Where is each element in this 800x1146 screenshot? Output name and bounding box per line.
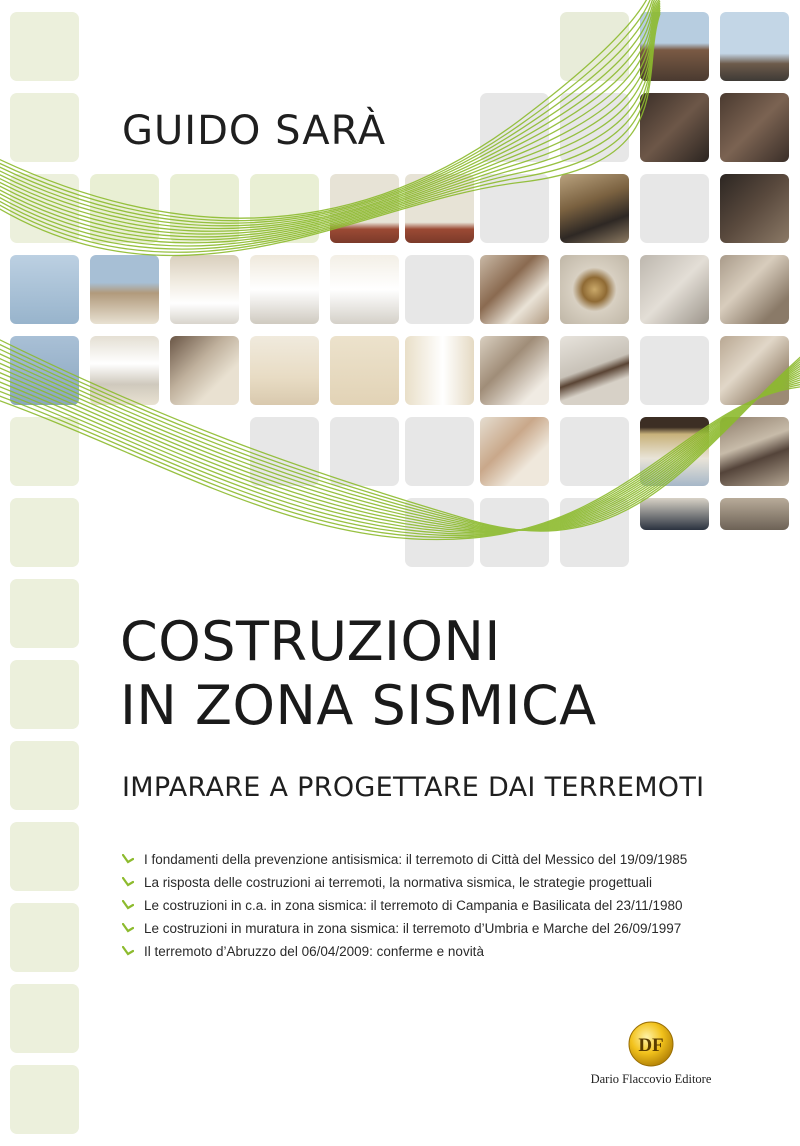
- photo-tile: [720, 255, 789, 324]
- photo-tile: [720, 93, 789, 162]
- left-tile: [10, 903, 79, 972]
- left-tile: [10, 93, 79, 162]
- left-tile: [10, 822, 79, 891]
- photo-tile: [640, 417, 709, 486]
- grey-tile: [560, 12, 629, 81]
- photo-tile: [560, 255, 629, 324]
- photo-tile: [480, 336, 549, 405]
- left-tile: [10, 741, 79, 810]
- photo-tile: [720, 336, 789, 405]
- title-line-2: IN ZONA SISMICA: [120, 674, 597, 737]
- photo-tile: [330, 174, 399, 243]
- title-line-1: COSTRUZIONI: [120, 610, 501, 673]
- photo-tile: [330, 255, 399, 324]
- grey-tile: [640, 174, 709, 243]
- grey-tile: [480, 93, 549, 162]
- green-arrow-bullet-icon: [122, 877, 134, 887]
- list-item: La risposta delle costruzioni ai terremoti, la normativa sismica, le strategie progettuali: [122, 871, 762, 894]
- left-tile: [10, 660, 79, 729]
- list-item: Le costruzioni in c.a. in zona sismica: il terremoto di Campania e Basilicata del 23/11/1980: [122, 894, 762, 917]
- photo-tile: [405, 336, 474, 405]
- left-tile: [10, 12, 79, 81]
- photo-tile: [250, 255, 319, 324]
- green-arrow-bullet-icon: [122, 946, 134, 956]
- photo-tile: [640, 93, 709, 162]
- grey-tile: [480, 498, 549, 567]
- grey-tile: [640, 336, 709, 405]
- photo-tile: [720, 12, 789, 81]
- publisher-name: Dario Flaccovio Editore: [590, 1072, 712, 1086]
- left-tile: [10, 579, 79, 648]
- photo-tile: [330, 336, 399, 405]
- left-tile: [10, 498, 79, 567]
- photo-tile: [170, 255, 239, 324]
- grey-tile: [250, 417, 319, 486]
- list-item: I fondamenti della prevenzione antisismica: il terremoto di Città del Messico del 19/09/1985: [122, 848, 762, 871]
- photo-tile: [480, 255, 549, 324]
- photo-tile: [250, 336, 319, 405]
- photo-tile: [560, 336, 629, 405]
- grey-tile: [560, 93, 629, 162]
- grey-tile: [480, 174, 549, 243]
- grey-tile: [330, 417, 399, 486]
- photo-tile: [720, 417, 789, 486]
- grey-tile: [560, 498, 629, 567]
- book-subtitle: IMPARARE A PROGETTARE DAI TERREMOTI: [122, 772, 705, 803]
- green-arrow-bullet-icon: [122, 900, 134, 910]
- grey-tile: [405, 498, 474, 567]
- photo-tile: [640, 498, 709, 530]
- photo-tile: [720, 498, 789, 530]
- photo-tile: [720, 174, 789, 243]
- left-tile: [10, 417, 79, 486]
- logo-letters: DF: [638, 1035, 664, 1056]
- left-tile: [10, 174, 79, 243]
- photo-tile: [405, 174, 474, 243]
- green-tile: [90, 174, 159, 243]
- green-arrow-bullet-icon: [122, 923, 134, 933]
- photo-tile: [170, 336, 239, 405]
- left-tile: [10, 1065, 79, 1134]
- publisher-block: [584, 1020, 754, 1090]
- grey-tile: [560, 417, 629, 486]
- publisher-logo-icon: [627, 1020, 675, 1068]
- author-name: GUIDO SARÀ: [122, 108, 387, 154]
- left-tile: [10, 984, 79, 1053]
- grey-tile: [405, 255, 474, 324]
- book-title: [120, 610, 597, 738]
- photo-tile: [10, 336, 79, 405]
- photo-tile: [480, 417, 549, 486]
- green-tile: [250, 174, 319, 243]
- photo-tile: [90, 255, 159, 324]
- photo-tile: [90, 336, 159, 405]
- photo-tile: [560, 174, 629, 243]
- contents-list: [122, 848, 762, 963]
- grey-tile: [405, 417, 474, 486]
- list-item: Le costruzioni in muratura in zona sismica: il terremoto d’Umbria e Marche del 26/09/1997: [122, 917, 762, 940]
- photo-tile: [640, 255, 709, 324]
- photo-tile: [640, 12, 709, 81]
- green-tile: [170, 174, 239, 243]
- green-arrow-bullet-icon: [122, 854, 134, 864]
- list-item: Il terremoto d’Abruzzo del 06/04/2009: conferme e novità: [122, 940, 762, 963]
- photo-tile: [10, 255, 79, 324]
